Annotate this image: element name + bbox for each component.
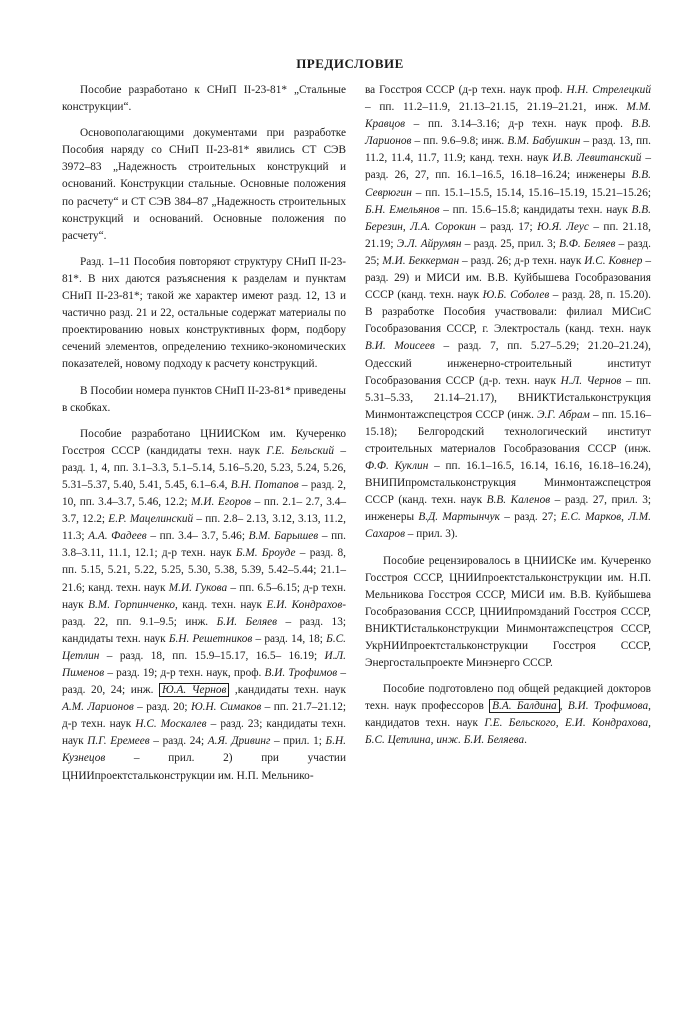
author-name: М.И. Егоров bbox=[191, 496, 252, 509]
author-name: Б.М. Броуде bbox=[235, 547, 296, 560]
text: , кандидатов техн. наук bbox=[365, 700, 651, 730]
editor-name: В.И. Трофимова bbox=[567, 700, 649, 713]
text: – прил. 3). bbox=[404, 528, 458, 541]
author-name: Ю.Б. Соболев bbox=[482, 289, 550, 302]
author-name: В.Д. Мартынчук bbox=[418, 511, 500, 524]
author-name: И.Л. Пименов bbox=[62, 649, 346, 679]
text: – пп. 15.16–15.18); Белгородский технологический институт строительных материалов Гособразования СССР (инж. bbox=[365, 408, 651, 455]
text: -разд. 22, пп. 9.1–9.5; инж. bbox=[62, 598, 346, 628]
author-name: П.Г. Еремеев bbox=[87, 735, 150, 748]
paragraph-authors-continued bbox=[365, 82, 651, 544]
author-name: Б.С. Цетлин bbox=[62, 632, 347, 662]
text: – разд. 1, 4, пп. 3.1–3.3, 5.1–5.14, 5.16–5.20, 5.23, 5.24, 5.26, 5.31–5.37, 5.40, 5.41, 5.45, 6.1–6.4, bbox=[62, 444, 346, 491]
author-name: Ю.Н. Симаков bbox=[190, 701, 262, 714]
author-name: В.М. Бабушкин bbox=[507, 135, 581, 148]
paragraph-authors bbox=[62, 426, 346, 785]
author-name: Л.М. Сахаров bbox=[365, 511, 651, 541]
text: – разд. 23; кандидаты техн. наук bbox=[62, 718, 347, 748]
text: – разд. 25; bbox=[365, 237, 651, 267]
paragraph-intro: Пособие разработано к СНиП II-23-81* „Стальные конструкции“. bbox=[62, 84, 346, 114]
text: – пп. 15.1–15.5, 15.14, 15.16–15.19, 15.21–15.26; bbox=[411, 186, 651, 199]
author-name: И.В. Левитанский bbox=[552, 152, 642, 165]
left-column bbox=[62, 82, 346, 794]
text: – пп. 2.8– 2.13, 3.12, 3.13, 11.2, 11.3; bbox=[62, 513, 346, 543]
author-name: Н.С. Москалев bbox=[135, 718, 207, 731]
author-name: В.В. Каленов bbox=[486, 494, 551, 507]
page-title: ПРЕДИСЛОВИЕ bbox=[296, 56, 404, 71]
author-name: В.Н. Потапов bbox=[230, 478, 299, 491]
text: – пп. 11.2–11.9, 21.13–21.15, 21.19–21.21, инж. bbox=[365, 101, 627, 114]
text: – пп. 2.1– 2.7, 3.4–3.7, 12.2; bbox=[62, 496, 346, 526]
text: – разд. 8, пп. 5.15, 5.21, 5.22, 5.25, 5.30, 5.38, 5.39, 5.42–5.44; 21.1–21.6; канд. техн. наук bbox=[62, 547, 346, 594]
paragraph-reviewers: Пособие рецензировалось в ЦНИИСКе им. Кучеренко Госстроя СССР, ЦНИИпроектстальконструкции им. Н.П. Мельникова Госстроя СССР, МИСИ им. В.В. Куйбышева Гособразования СССР, ЦНИИпромзданий Госстроя СССР, ВНИКТИстальконструкции Минмонтажспецстроя СССР, УкрНИИпроектстальконструкции Госстроя СССР, Энергостальпроекте Минэнерго СССР. bbox=[365, 554, 651, 670]
text: – разд. 18, пп. 15.9–15.17, 16.5– 16.19; bbox=[99, 649, 325, 662]
highlighted-author-name: Ю.А. Чернов bbox=[159, 683, 229, 697]
text: – разд. 19; д-р техн. наук, проф. bbox=[104, 667, 265, 679]
author-name: Ф.Ф. Куклин bbox=[365, 460, 429, 473]
text: – разд. 29) и МИСИ им. В.В. Куйбышева Гособразования СССР (канд. техн. наук bbox=[365, 254, 651, 302]
text: – пп. 16.1–16.5, 16.14, 16.16, 16.18–16.24), ВНИПИпромстальконструкция Минмонтажспецстроя СССР (канд. техн. наук bbox=[365, 460, 651, 507]
author-name: Б.И. Беляев bbox=[216, 615, 278, 628]
author-name: В.В. Березин bbox=[365, 203, 651, 233]
author-name: Ю.Я. Леус bbox=[537, 220, 589, 233]
text: – разд. 26; д-р техн. наук bbox=[459, 254, 585, 267]
author-name: Н.Л. Чернов bbox=[560, 374, 622, 387]
text: , канд. техн. наук bbox=[175, 598, 267, 611]
text: ва Госстроя СССР (д-р техн. наук проф. bbox=[365, 84, 567, 96]
author-name: Л.А. Сорокин bbox=[410, 220, 476, 233]
text: Пособие разработано ЦНИИСКом им. Кучеренко Госстроя СССР (кандидаты техн. наук bbox=[62, 427, 346, 457]
author-name: Г.Е. Бельский bbox=[266, 444, 334, 457]
text: – разд. 27, прил. 3; инженеры bbox=[365, 494, 651, 524]
author-name: Б.Н. Решетников bbox=[168, 632, 253, 645]
text: – прил. 1; bbox=[270, 735, 326, 748]
paragraph-structure: Разд. 1–11 Пособия повторяют структуру СНиП II-23-81*. В них даются разъяснения к разделам и пунктам СНиП II-23-81*; такой же характер имеют разд. 12, 13 и частично разд. 21 и 22, остальные содержат материалы по проектированию новых конструктивных форм, подбору сечений элементов, определению технико-экономических показателей, новому подходу к расчету конструкций. bbox=[62, 255, 346, 371]
author-name: Е.С. Марков bbox=[560, 511, 622, 524]
text: – пп. 5.31–5.33, 21.14–21.17), ВНИКТИстальконструкция Минмонтажспецстроя СССР (инж. bbox=[365, 374, 651, 421]
author-name: В.М. Барышев bbox=[248, 530, 319, 543]
author-name: Е.Р. Мацелинский bbox=[108, 513, 194, 526]
editor-names: Г.Е. Бельского, Е.И. Кондрахова, Б.С. Цетлина, инж. Б.И. Беляева bbox=[365, 717, 652, 747]
text: Пособие подготовлено под общей редакцией докторов техн. наук профессоров bbox=[365, 683, 651, 713]
text: – пп. 3.14–3.16; д-р техн. наук проф. bbox=[405, 118, 632, 131]
text: – пп. 3.8–3.11, 11.1, 12.1; д-р техн. наук bbox=[62, 530, 347, 560]
text: – разд. 13; кандидаты техн. наук bbox=[62, 615, 346, 645]
text: – пп. 21.7–21.12; д-р техн. наук bbox=[62, 701, 347, 731]
right-column bbox=[365, 82, 651, 759]
text: , bbox=[559, 700, 568, 713]
text: – разд. 7, пп. 5.27–5.29; 21.20–21.24), Одесский инженерно-строительный институт Гособразования СССР (д-р. техн. наук bbox=[365, 340, 651, 387]
author-name: В.В. Ларионов bbox=[365, 118, 651, 148]
text: , bbox=[402, 220, 411, 233]
paragraph-editors bbox=[365, 681, 651, 749]
text: – разд. 13, пп. 11.2, 11.4, 11.7, 11.9; канд. техн. наук bbox=[365, 135, 651, 165]
text: – разд. 28, п. 15.20). В разработке Пособия участвовали: филиал МИСиС Гособразования СССР, г. Электросталь (канд. техн. наук bbox=[365, 289, 651, 336]
text: , bbox=[621, 511, 629, 524]
text: – пп. 21.18, 21.19; bbox=[365, 220, 651, 250]
author-name: Б.Н. Кузнецов bbox=[62, 735, 347, 765]
author-name: Н.Н. Стрелецкий bbox=[566, 84, 651, 96]
author-name: Э.Л. Айрумян bbox=[396, 237, 462, 250]
text: – разд. 2, 10, пп. 3.4–3.7, 5.46, 12.2; bbox=[62, 478, 346, 509]
author-name: В.В. Севрюгин bbox=[365, 169, 651, 199]
author-name: М.М. Кравцов bbox=[365, 101, 651, 131]
paragraph-numbering: В Пособии номера пунктов СНиП II-23-81* приведены в скобках. bbox=[62, 384, 346, 414]
author-name: А.Я. Дривинг bbox=[207, 735, 271, 748]
text: – разд. 25, прил. 3; bbox=[461, 237, 560, 250]
author-name: Е.И. Кондрахов bbox=[266, 598, 343, 611]
text: – разд. 20; bbox=[133, 701, 191, 714]
highlighted-editor-name: В.А. Балдина bbox=[489, 699, 560, 713]
text: – прил. 2) при участии ЦНИИпроектстальконструкции им. Н.П. Мельнико- bbox=[62, 752, 346, 782]
paragraph-basis: Основополагающими документами при разработке Пособия наряду со СНиП II-23-81* явились СТ СЭВ 3972–83 „Надежность строительных конструкций и оснований. Конструкции стальные. Основные положения по расчету“ и СТ СЭВ 384–87 „Надежность строительных конструкций и оснований. Основные положения по расчету“. bbox=[62, 127, 346, 242]
text: – разд. 27; bbox=[499, 511, 561, 524]
author-name: А.А. Фадеев bbox=[88, 530, 147, 543]
author-name: И.С. Ковнер bbox=[584, 254, 643, 267]
text: . bbox=[524, 734, 527, 747]
author-name: М.И. Беккерман bbox=[382, 254, 460, 267]
text: – пп. 3.4– 3.7, 5.46; bbox=[146, 530, 249, 543]
text: – разд. 17; bbox=[475, 220, 538, 233]
text: – разд. 26, 27, пп. 16.1–16.5, 16.18–16.24; инженеры bbox=[365, 152, 651, 182]
text: – разд. 24; bbox=[149, 735, 208, 748]
text: – пп. 9.6–9.8; инж. bbox=[411, 135, 508, 148]
text: – пп. 6.5–6.15; д-р техн. наук bbox=[62, 581, 346, 611]
text: ,кандидаты техн. наук bbox=[229, 684, 346, 697]
author-name: В.И. Моисеев bbox=[365, 340, 435, 353]
text: – разд. 14, 18; bbox=[252, 632, 327, 645]
author-name: А.М. Ларионов bbox=[62, 701, 134, 714]
author-name: Э.Г. Абрам bbox=[537, 408, 590, 421]
author-name: В.И. Трофимов bbox=[264, 667, 338, 679]
author-name: В.Ф. Беляев bbox=[559, 237, 616, 250]
author-name: В.М. Горпинченко bbox=[88, 598, 176, 611]
text: – разд. 20, 24; инж. bbox=[62, 667, 346, 697]
author-name: Б.Н. Емельянов bbox=[365, 203, 440, 216]
author-name: М.И. Гукова bbox=[168, 581, 228, 594]
text: – пп. 15.6–15.8; кандидаты техн. наук bbox=[439, 203, 632, 216]
